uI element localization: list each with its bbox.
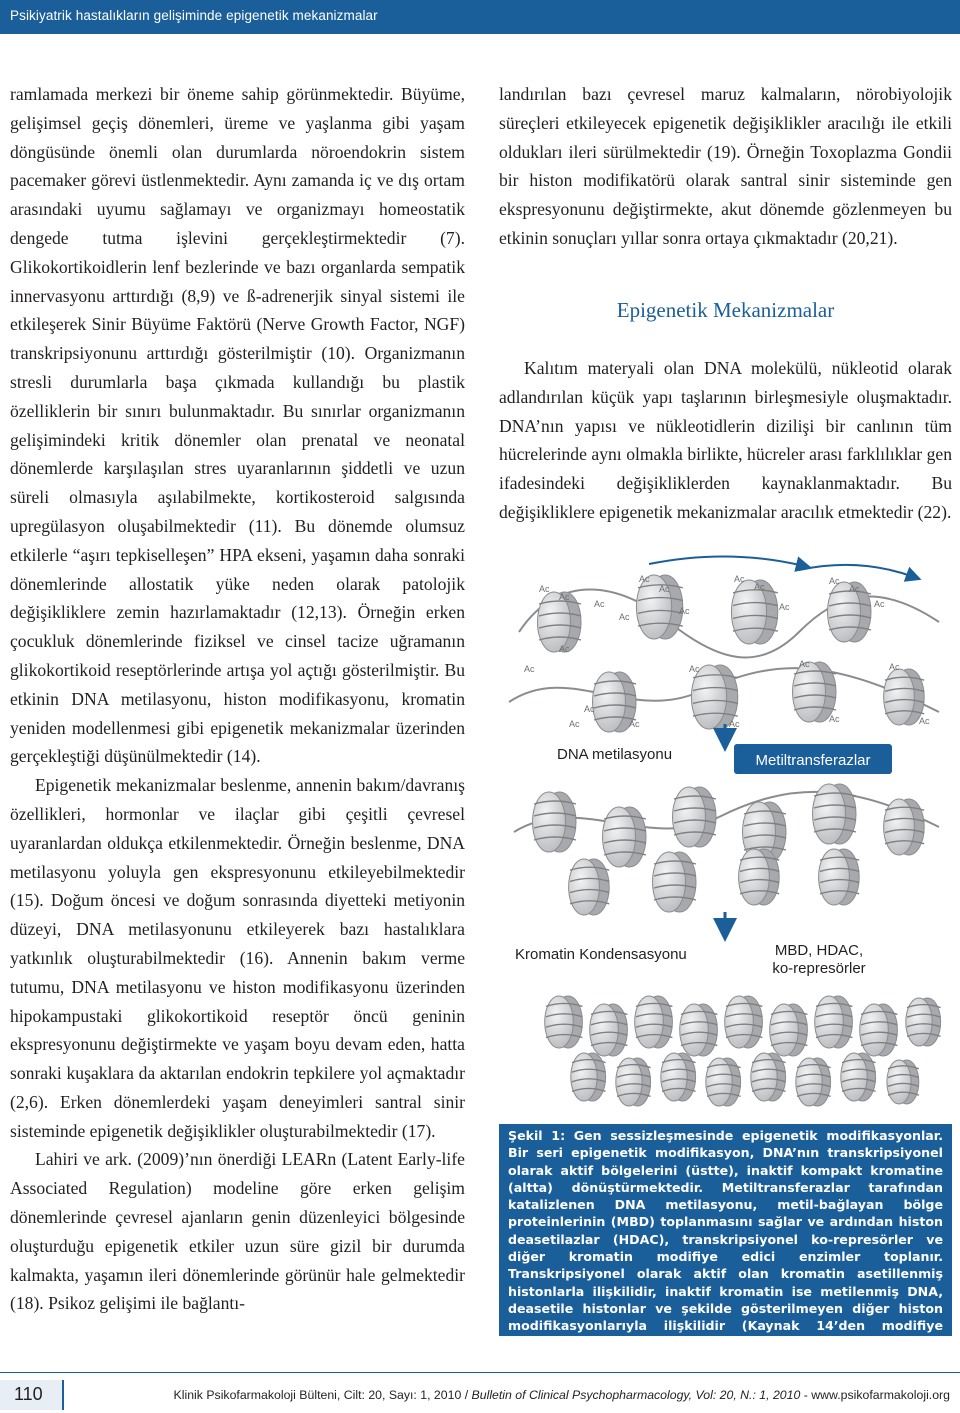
body-paragraph-2: Epigenetik mekanizmalar beslenme, annenin bakım/davranış özellikleri, hormonlar ve ilaçlar gibi çeşitli çevresel uyaranlardan oldukça etkilenmektedir. Örneğin beslenme, DNA metilasyonu yoluyla gen ekspresyonunu etkileyebilmektedir (15). Doğum öncesi ve doğum sonrasında diyetteki metiyonin düzeyi, DNA metilasyonunu etkileyerek bazı hastalıklara yatkınlık oluşturabilmektedir (16). Annenin bakım verme tutumu, DNA metilasyonu ve histon modifikasyonu üzerinden hipokampustaki glikokortikoid reseptör öncü geninin ekspresyonunu değiştirmekte ve yaşam boyu devam eden, hatta sonraki kuşaklara da aktarılan endokrin tepkilere yol açmaktadır (2,6). Erken dönemlerdeki yaşam deneyimleri santral sinir sisteminde epigenetik değişiklikler oluşturabilmektedir (17). (10, 775, 465, 1141)
acetyl-label: Ac (729, 719, 740, 729)
nucleosome (673, 787, 717, 847)
nucleosome (860, 1004, 898, 1056)
nucleosome (545, 996, 583, 1048)
methyltransferase-label: Metiltransferazlar (755, 752, 871, 769)
nucleosome (569, 859, 610, 915)
nucleosome (725, 996, 763, 1048)
acetyl-label: Ac (559, 592, 570, 602)
methylated-chromatin (514, 784, 939, 930)
nucleosome (819, 849, 860, 905)
body-paragraph-1: ramlamada merkezi bir öneme sahip görünmektedir. Büyüme, gelişimsel geçiş dönemleri, üreme ve yaşlanma gibi yaşam döngüsünde önemli olan durumlarda nöroendokrin sistem pacemaker görevi üstlenmektedir. Aynı zamanda iç ve dış ortam arasındaki uyumu sağlamayı ve organizmayı homeostatik dengede tutma işlevini gerçekleştirmektedir (7). Glikokortikoidlerin lenf bezlerinde ve bazı organlarda sempatik innervasyonu arttırdığı (8,9) ve ß-adrenerjik sinyal sistemi ile etkileşerek Sinir Büyüme Faktörü (Nerve Growth Factor, NGF) transkripsiyonunu arttırdığı gösterilmiştir (10). Organizmanın stresli durumlarla başa çıkmada kullandığı bu plastik özelliklerin bir sınırı bulunmaktadır. Bu sınırlar organizmanın gelişimindeki kritik dönemler olan prenatal ve neonatal dönemlerde karşılaşılan stres uyaranlarının şiddetli ve uzun süreli olmasıyla aşılabilmekte, kortikosteroid salgısında upregülasyon oluşabilmektedir (11). Bu dönemde olumsuz etkilerle “aşırı tepkiselleşen” HPA ekseni, yaşamın daha sonraki dönemlerinde allostatik yüke neden olarak patolojik değişikliklere zemin hazırlamaktadır (12,13). Örneğin erken çocukluk dönemlerinde fiziksel ve cinsel tacize uğramanın glikokortikoid reseptörlerinde artışa yol açtığı gösterilmiştir. Bu etkinin DNA metilasyonu, histon modifikasyonu, kromatin yeniden modellenmesi gibi epigenetik mekanizmalar üzerinden gerçekleştiği düşünülmektedir (14). (10, 84, 465, 767)
nucleosome (653, 852, 697, 912)
nucleosome (770, 1004, 808, 1056)
acetyl-label: Ac (889, 662, 900, 672)
journal-title-tr: Klinik Psikofarmakoloji Bülteni, Cilt: 20, Sayı: 1, 2010 / (173, 1388, 472, 1402)
nucleosome (793, 662, 837, 722)
epigenetic-figure (499, 552, 952, 1112)
acetyl-label: Ac (734, 574, 745, 584)
acetyl-label: Ac (539, 584, 550, 594)
nucleosome (533, 792, 577, 852)
chromatin-condensation-label: Kromatin Kondensasyonu (515, 946, 687, 963)
nucleosome (884, 799, 925, 855)
transcription-arrow (649, 556, 804, 566)
right-column-top (499, 80, 952, 253)
acetyl-label: Ac (689, 664, 700, 674)
acetyl-label: Ac (829, 714, 840, 724)
nucleosome (906, 998, 941, 1046)
dna-methylation-label: DNA metilasyonu (557, 746, 673, 763)
nucleosome (751, 1053, 786, 1101)
acetyl-label: Ac (754, 582, 765, 592)
nucleosome (841, 1053, 876, 1101)
acetyl-label: Ac (594, 599, 605, 609)
acetyl-label: Ac (779, 602, 790, 612)
condensed-chromatin (545, 996, 941, 1106)
acetyl-label: Ac (679, 606, 690, 616)
nucleosome (887, 1060, 919, 1104)
chromatin-diagram (499, 552, 952, 1112)
acetyl-label: Ac (799, 659, 810, 669)
nucleosome (813, 784, 857, 844)
body-paragraph-3: Lahiri ve ark. (2009)’nın önerdiği LEARn (Latent Early-life Associated Regulation) modeline göre erken gelişim dönemlerinde çevresel ajanların genin düzenleyici bölgesinde oluşturduğu epigenetik etkiler uzun süre gizil bir durumda kalmakta, yaşamın ileri dönemlerinde görünür hale gelmektedir (18). Psikoz gelişimi ile bağlantı- (10, 1149, 465, 1314)
acetyl-label: Ac (524, 664, 535, 674)
transcription-arrow (799, 565, 914, 577)
nucleosome (603, 807, 647, 867)
active-chromatin (509, 556, 939, 740)
nucleosome (796, 1058, 831, 1106)
nucleosome (616, 1058, 651, 1106)
acetyl-label: Ac (559, 644, 570, 654)
nucleosome (706, 1058, 741, 1106)
acetyl-label: Ac (629, 719, 640, 729)
section-paragraph: Kalıtım materyali olan DNA molekülü, nükleotid olarak adlandırılan küçük yapı taşlarının birleşmesiyle oluşmaktadır. DNA’nın yapısı ve nükleotidlerin dizilişi bir canlının tüm hücrelerinde aynı olmakla birlikte, hücreler arası farklılıklar gen ifadesindeki değişikliklerden kaynaklanmaktadır. Bu değişikliklere epigenetik mekanizmalar aracılık etmektedir (22). (499, 358, 952, 522)
page-number: 110 (14, 1384, 43, 1404)
dna-strand (514, 792, 939, 832)
section-heading: Epigenetik Mekanizmalar (616, 298, 835, 322)
acetyl-label: Ac (829, 576, 840, 586)
acetyl-label: Ac (874, 599, 885, 609)
figure-caption: Şekil 1: Gen sessizleşmesinde epigenetik modifikasyonlar. Bir seri epigenetik modifikasyon, DNA’nın transkripsiyonel olarak aktif bölgelerini (üstte), inaktif kompakt kromatine (altta) dönüştürmektedir. Metiltransferazlar tarafından katalizlenen DNA metilasyonu, metil-bağlayan bölge proteinlerinin (MBD) toplanmasını sağlar ve ardından histon deasetilazlar (HDAC), transkripsiyonel ko-represörler ve diğer kromatin modifiye edici enzimler toplanır. Transkripsiyonel olarak aktif olan kromatin asetillenmiş histonlarla ilişkilidir, inaktif kromatin ise metilenmiş DNA, deasetile histonlar ve şekilde gösterilmeyen diğer histon modifikasyonlarıyla ilişkilidir (Kaynak 14’den modifiye edilmiştir). (499, 1124, 952, 1336)
acetyl-label: Ac (919, 716, 930, 726)
acetyl-label: Ac (584, 704, 595, 714)
footer-rule (0, 1372, 960, 1373)
nucleosome (661, 1053, 696, 1101)
acetyl-label: Ac (849, 584, 860, 594)
nucleosome (739, 849, 780, 905)
nucleosome (815, 996, 853, 1048)
journal-website: - www.psikofarmakoloji.org (800, 1388, 950, 1402)
acetyl-label: Ac (659, 584, 670, 594)
left-column (10, 80, 465, 1318)
journal-citation (174, 1388, 950, 1402)
nucleosome (680, 1004, 718, 1056)
acetyl-label: Ac (639, 574, 650, 584)
journal-title-en: Bulletin of Clinical Psychopharmacology, Vol: 20, N.: 1, 2010 (471, 1388, 801, 1402)
acetyl-label: Ac (569, 719, 580, 729)
acetyl-label: Ac (619, 612, 630, 622)
nucleosome (635, 996, 673, 1048)
nucleosome (571, 1053, 606, 1101)
running-header-title: Psikiyatrik hastalıkların gelişiminde epigenetik mekanizmalar (10, 8, 378, 23)
body-paragraph-continued: landırılan bazı çevresel maruz kalmaların, nörobiyolojik süreçleri etkileyecek epigenetik değişiklikler aracılığı ile etkili oldukları ileri sürülmektedir (19). Örneğin Toxoplazma Gondii bir histon modifikatörü olarak santral sinir sisteminde gen ekspresyonunu değiştirmekte, akut dönemde gözlenmeyen bu etkinin sonuçları yıllar sonra ortaya çıkmaktadır (20,21). (499, 84, 952, 248)
corepressor-label-line1: MBD, HDAC, (774, 942, 864, 959)
nucleosome (590, 1004, 628, 1056)
right-column-section (499, 354, 952, 527)
corepressor-label-line2: ko-represörler (772, 960, 866, 977)
